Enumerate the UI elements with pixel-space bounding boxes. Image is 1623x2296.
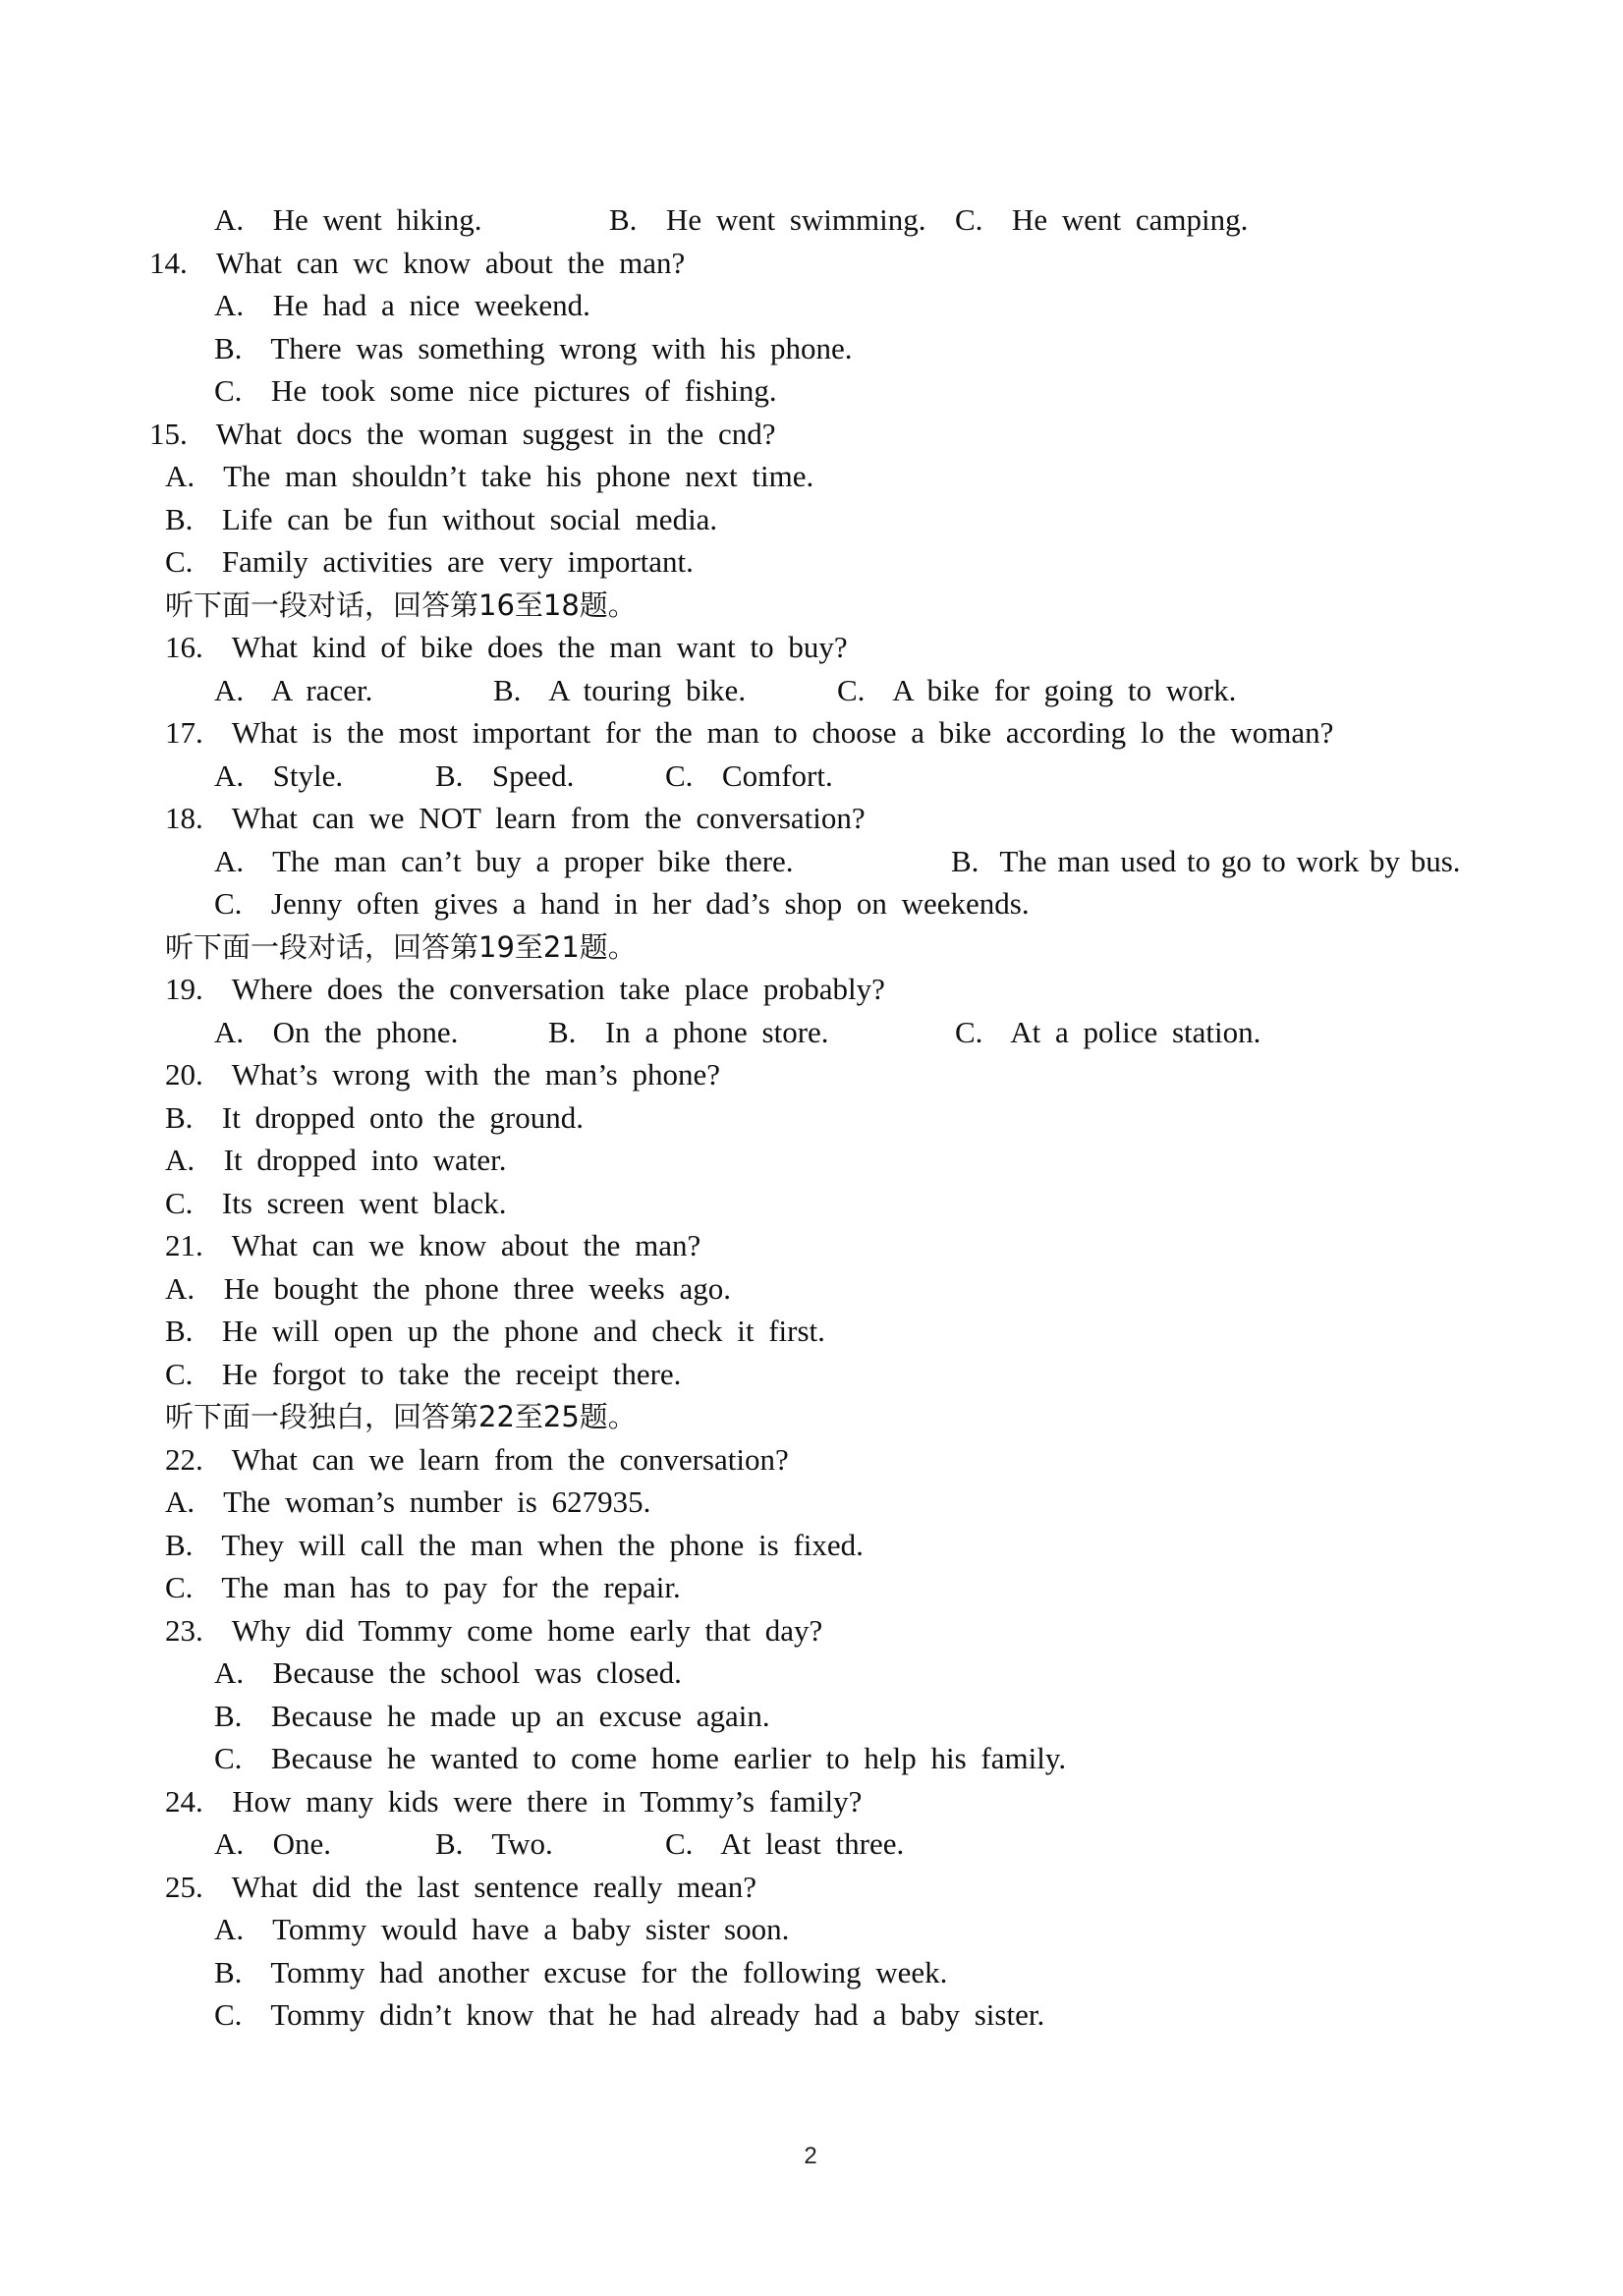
q13-option-a: A. He went hiking. xyxy=(214,202,482,237)
q17-stem: 17. What is the most important for the man to choose a bike according lo the woman? xyxy=(165,715,1334,750)
section-heading-19-21: 听下面一段对话，回答第19至21题。 xyxy=(165,930,637,964)
section-heading-16-18: 听下面一段对话，回答第16至18题。 xyxy=(165,588,637,622)
q14-stem: 14. What can wc know about the man? xyxy=(149,246,686,280)
q14-option-c: C. He took some nice pictures of fishing. xyxy=(214,373,777,408)
q20-stem: 20. What’s wrong with the man’s phone? xyxy=(165,1057,721,1092)
q15-option-b: B. Life can be fun without social media. xyxy=(165,502,718,536)
q19-option-c: C. At a police station. xyxy=(955,1015,1261,1049)
q14-option-a: A. He had a nice weekend. xyxy=(214,288,590,322)
q21-option-b: B. He will open up the phone and check it first. xyxy=(165,1314,825,1348)
q15-stem: 15. What docs the woman suggest in the cnd? xyxy=(149,417,776,451)
q17-option-a: A. Style. xyxy=(214,758,344,793)
q24-option-a: A. One. xyxy=(214,1826,332,1861)
q13-option-b: B. He went swimming. xyxy=(609,202,926,237)
q21-option-c: C. He forgot to take the receipt there. xyxy=(165,1357,682,1391)
q22-option-c: C. The man has to pay for the repair. xyxy=(165,1570,681,1604)
q23-option-b: B. Because he made up an excuse again. xyxy=(214,1699,770,1733)
q20-option-a: A. It dropped into water. xyxy=(165,1143,507,1177)
section-heading-22-25: 听下面一段独白，回答第22至25题。 xyxy=(165,1400,637,1433)
q18-option-a: A. The man can’t buy a proper bike there. xyxy=(214,844,794,878)
q16-stem: 16. What kind of bike does the man want to buy? xyxy=(165,630,848,664)
q25-option-a: A. Tommy would have a baby sister soon. xyxy=(214,1912,790,1946)
q18-option-c: C. Jenny often gives a hand in her dad’s shop on weekends. xyxy=(214,886,1030,921)
q16-option-a: A. A racer. xyxy=(214,673,373,707)
q24-option-c: C. At least three. xyxy=(665,1826,905,1861)
q16-option-b: B. A touring bike. xyxy=(493,673,747,707)
q18-stem: 18. What can we NOT learn from the conversation? xyxy=(165,801,866,835)
q22-stem: 22. What can we learn from the conversation? xyxy=(165,1442,789,1477)
q20-option-b: B. It dropped onto the ground. xyxy=(165,1100,585,1135)
q22-option-b: B. They will call the man when the phone is fixed. xyxy=(165,1528,864,1562)
q17-option-b: B. Speed. xyxy=(435,758,575,793)
q19-option-a: A. On the phone. xyxy=(214,1015,459,1049)
q15-option-c: C. Family activities are very important. xyxy=(165,544,694,579)
q22-option-a: A. The woman’s number is 627935. xyxy=(165,1484,651,1519)
q23-option-a: A. Because the school was closed. xyxy=(214,1655,682,1690)
q21-stem: 21. What can we know about the man? xyxy=(165,1228,701,1262)
q24-stem: 24. How many kids were there in Tommy’s family? xyxy=(165,1784,863,1819)
q18-option-b: B. The man used to go to work by bus. xyxy=(951,844,1461,878)
q20-option-c: C. Its screen went black. xyxy=(165,1186,507,1220)
q23-stem: 23. Why did Tommy come home early that day? xyxy=(165,1613,823,1648)
q24-option-b: B. Two. xyxy=(435,1826,553,1861)
q16-option-c: C. A bike for going to work. xyxy=(837,673,1237,707)
q15-option-a: A. The man shouldn’t take his phone next time. xyxy=(165,459,814,493)
q19-option-b: B. In a phone store. xyxy=(548,1015,829,1049)
q19-stem: 19. Where does the conversation take place probably? xyxy=(165,972,885,1006)
q23-option-c: C. Because he wanted to come home earlier to help his family. xyxy=(214,1741,1067,1775)
page-number: 2 xyxy=(804,2143,817,2169)
q13-option-c: C. He went camping. xyxy=(955,202,1249,237)
q17-option-c: C. Comfort. xyxy=(665,758,833,793)
q25-stem: 25. What did the last sentence really mean? xyxy=(165,1870,757,1904)
q21-option-a: A. He bought the phone three weeks ago. xyxy=(165,1271,731,1306)
q25-option-b: B. Tommy had another excuse for the following week. xyxy=(214,1955,948,1989)
q25-option-c: C. Tommy didn’t know that he had already had a baby sister. xyxy=(214,1997,1045,2032)
q14-option-b: B. There was something wrong with his phone. xyxy=(214,331,853,365)
